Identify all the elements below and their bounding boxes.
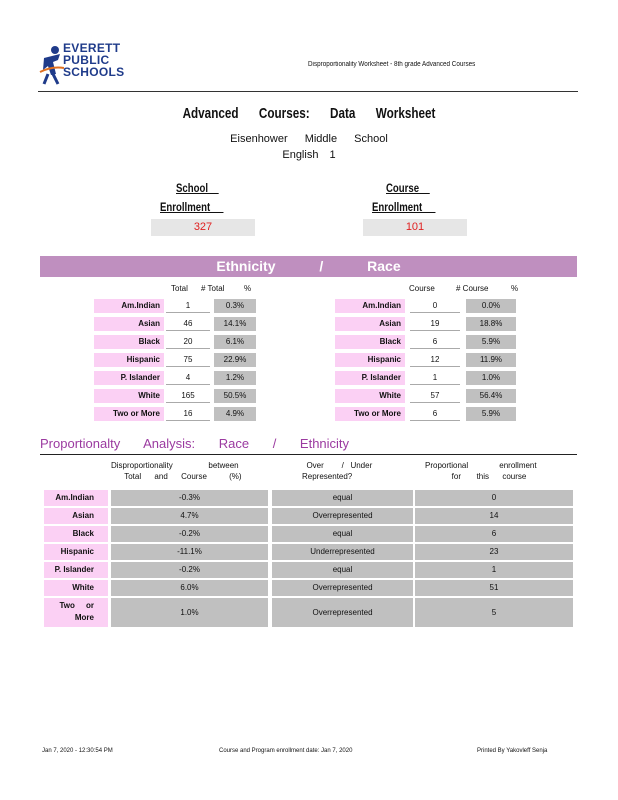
prop-row-label: Two or More [44,598,108,627]
everett-logo [38,40,158,90]
proportional-enrollment-header: Proportional enrollment for this course [425,461,537,481]
row-percent: 22.9% [214,353,256,367]
prop-proportional-enrollment: 5 [415,598,573,627]
prop-representation: equal [272,526,413,542]
prop-dispro-value: -11.1% [111,544,268,560]
logo-wordmark: EVERETT PUBLIC SCHOOLS [63,41,125,79]
row-percent: 1.2% [214,371,256,385]
prop-proportional-enrollment: 1 [415,562,573,578]
row-percent: 5.9% [466,335,516,349]
student-logo-icon [38,44,66,88]
course-enrollment-label-2: Enrollment [372,200,436,214]
total-count-col-header: # Total [201,284,225,293]
prop-row-label: Hispanic [44,544,108,560]
school-enrollment-label-1: School [176,181,219,195]
row-label: Hispanic [94,353,164,367]
row-percent: 6.1% [214,335,256,349]
dispro-header: Disproportionality between Total and Course (%) [111,461,242,481]
prop-dispro-value: -0.2% [111,562,268,578]
proportionality-divider [40,454,577,455]
course-col-header: Course [409,284,435,293]
row-count: 75 [166,353,210,367]
prop-proportional-enrollment: 6 [415,526,573,542]
row-label: Am.Indian [335,299,405,313]
row-label: White [335,389,405,403]
row-percent: 50.5% [214,389,256,403]
row-count: 1 [410,371,460,385]
row-count: 0 [410,299,460,313]
prop-dispro-value: 6.0% [111,580,268,596]
prop-dispro-value: -0.3% [111,490,268,506]
course-name: English 1 [282,149,336,161]
prop-representation: Overrepresented [272,508,413,524]
prop-row-label: Black [44,526,108,542]
row-count: 6 [410,335,460,349]
row-label: Am.Indian [94,299,164,313]
ethnicity-race-band: Ethnicity / Race [40,256,577,277]
prop-representation: equal [272,490,413,506]
proportionality-title: Proportionalty Analysis: Race / Ethnicity [40,436,350,451]
prop-proportional-enrollment: 51 [415,580,573,596]
row-percent: 18.8% [466,317,516,331]
prop-dispro-value: -0.2% [111,526,268,542]
header-divider [38,91,578,92]
school-name: Eisenhower Middle School [230,133,388,145]
prop-proportional-enrollment: 0 [415,490,573,506]
row-percent: 14.1% [214,317,256,331]
row-percent: 0.0% [466,299,516,313]
row-label: P. Islander [335,371,405,385]
total-pct-col-header: % [244,284,252,293]
row-count: 12 [410,353,460,367]
row-count: 1 [166,299,210,313]
prop-proportional-enrollment: 23 [415,544,573,560]
footer-enrollment-date: Course and Program enrollment date: Jan 7, 2020 [219,748,353,754]
row-label: P. Islander [94,371,164,385]
row-percent: 11.9% [466,353,516,367]
row-count: 16 [166,407,210,421]
row-percent: 1.0% [466,371,516,385]
row-count: 165 [166,389,210,403]
row-label: Asian [335,317,405,331]
row-label: White [94,389,164,403]
school-enrollment-label-2: Enrollment [160,200,224,214]
row-label: Hispanic [335,353,405,367]
row-label: Asian [94,317,164,331]
row-count: 6 [410,407,460,421]
over-under-header: Over / Under Represented? [302,461,373,481]
row-count: 20 [166,335,210,349]
row-percent: 56.4% [466,389,516,403]
prop-row-label: White [44,580,108,596]
prop-dispro-value: 4.7% [111,508,268,524]
row-percent: 0.3% [214,299,256,313]
prop-representation: Underrepresented [272,544,413,560]
row-count: 57 [410,389,460,403]
prop-row-label: P. Islander [44,562,108,578]
prop-representation: equal [272,562,413,578]
row-percent: 5.9% [466,407,516,421]
header-doc-title: Disproportionality Worksheet - 8th grade Advanced Courses [308,61,476,68]
footer-timestamp: Jan 7, 2020 - 12:30:54 PM [42,748,113,754]
row-count: 19 [410,317,460,331]
prop-dispro-value: 1.0% [111,598,268,627]
school-enrollment-value: 327 [151,219,255,236]
course-enrollment-value: 101 [363,219,467,236]
prop-row-label: Asian [44,508,108,524]
row-label: Black [94,335,164,349]
row-count: 4 [166,371,210,385]
prop-representation: Overrepresented [272,580,413,596]
row-label: Black [335,335,405,349]
page-title: Advanced Courses: Data Worksheet [182,105,436,122]
prop-proportional-enrollment: 14 [415,508,573,524]
course-enrollment-label-1: Course [386,181,430,195]
row-label: Two or More [335,407,405,421]
course-count-col-header: # Course [456,284,489,293]
row-label: Two or More [94,407,164,421]
prop-representation: Overrepresented [272,598,413,627]
course-pct-col-header: % [511,284,519,293]
prop-row-label: Am.Indian [44,490,108,506]
footer-printed-by: Printed By Yakovleff Senja [477,748,548,754]
row-count: 46 [166,317,210,331]
row-percent: 4.9% [214,407,256,421]
total-col-header: Total [171,284,188,293]
